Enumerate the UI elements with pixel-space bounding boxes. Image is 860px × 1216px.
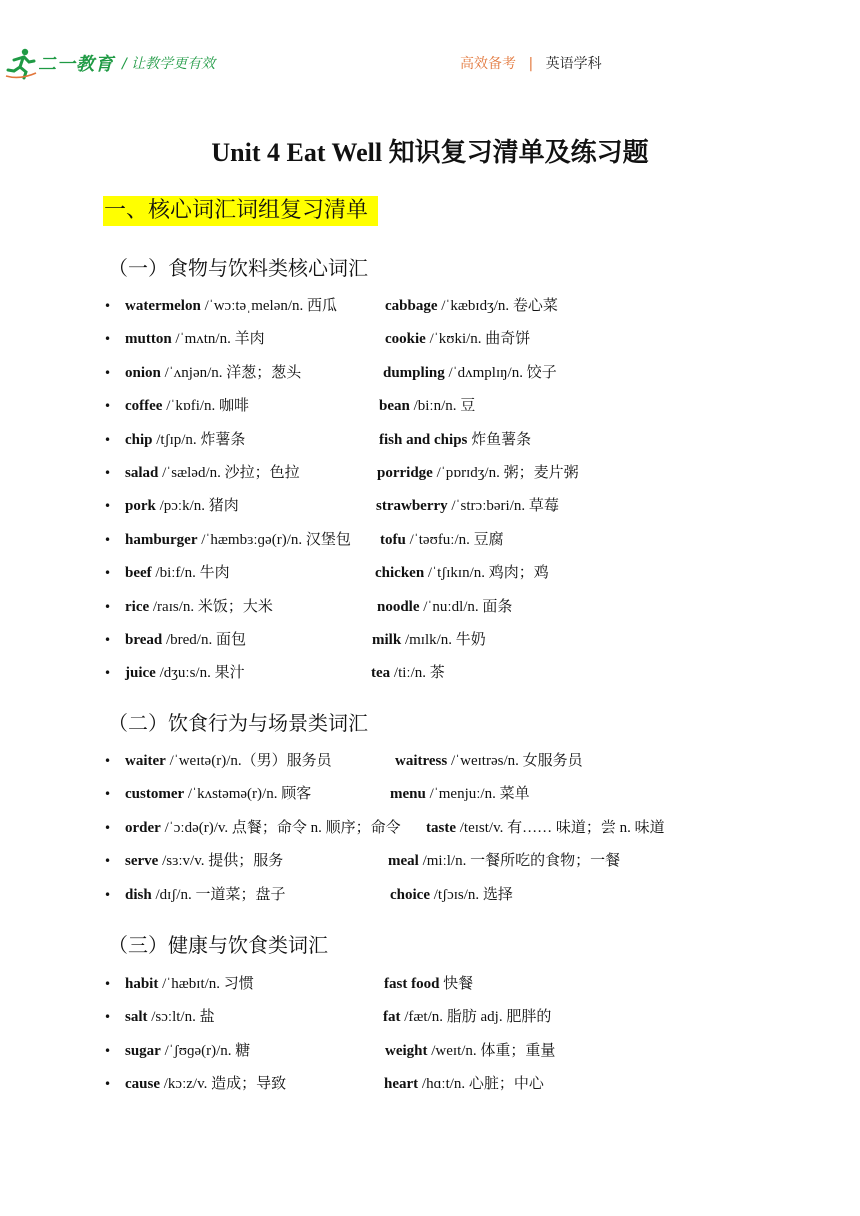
- header-subject: [460, 53, 602, 73]
- vocab-definition: /ˈstrɔːbəri/n. 草莓: [447, 498, 559, 515]
- vocab-word: dish: [125, 886, 152, 903]
- vocab-definition: /miːl/n. 一餐所吃的食物；一餐: [418, 853, 621, 870]
- vocab-definition: /biːf/n. 牛肉: [151, 565, 230, 582]
- vocab-definition: /weɪt/n. 体重；重量: [427, 1042, 556, 1059]
- subsection-heading-behavior: （二）饮食行为与场景类词汇: [108, 711, 368, 735]
- brand-logo: [4, 46, 215, 80]
- page-title: Unit 4 Eat Well 知识复习清单及练习题: [211, 138, 649, 167]
- vocab-word: strawberry: [376, 498, 448, 515]
- vocab-definition: /ˈʌnjən/n. 洋葱；葱头: [160, 364, 302, 381]
- vocab-entry: [125, 1006, 215, 1028]
- header-tag: 高效备考: [460, 56, 516, 72]
- bullet: •: [104, 977, 112, 991]
- vocab-entry: [385, 328, 530, 350]
- vocab-entry: [390, 783, 530, 805]
- vocab-word: salad: [125, 465, 159, 481]
- vocab-entry: [379, 429, 531, 451]
- slogan: / 让教学更有效: [122, 56, 216, 72]
- vocab-definition: /ˈkæbɪdʒ/n. 卷心菜: [437, 298, 558, 314]
- vocab-entry: [125, 817, 401, 839]
- vocab-word: tofu: [380, 531, 406, 548]
- bullet: •: [104, 432, 112, 447]
- bullet: •: [104, 599, 112, 614]
- vocab-entry: [375, 562, 549, 584]
- vocab-entry: [385, 295, 558, 317]
- vocab-entry: [125, 529, 351, 551]
- vocab-word: chip: [125, 431, 153, 448]
- vocab-word: juice: [125, 665, 156, 682]
- vocab-definition: /mɪlk/n. 牛奶: [401, 632, 486, 648]
- vocab-word: waiter: [125, 753, 166, 769]
- bullet: •: [104, 754, 112, 768]
- vocab-definition: /raɪs/n. 米饭；大米: [149, 598, 273, 615]
- vocab-definition: 快餐: [439, 976, 474, 992]
- vocab-entry: [125, 495, 239, 517]
- bullet: •: [104, 299, 112, 313]
- vocab-entry: [376, 495, 559, 517]
- vocab-word: milk: [372, 632, 402, 648]
- vocab-definition: /ˈpɒrɪdʒ/n. 粥；麦片粥: [432, 465, 579, 481]
- vocab-entry: [384, 973, 473, 995]
- vocab-entry: [125, 295, 337, 317]
- vocab-word: weight: [385, 1042, 428, 1059]
- vocab-word: bread: [125, 632, 163, 648]
- vocab-entry: [380, 529, 504, 551]
- vocab-definition: /ˈdʌmplɪŋ/n. 饺子: [444, 364, 557, 381]
- vocab-word: waitress: [395, 753, 448, 769]
- vocab-word: fast food: [384, 976, 440, 992]
- vocab-word: cabbage: [385, 298, 438, 314]
- vocab-definition: /sɔːlt/n. 盐: [147, 1009, 215, 1026]
- vocab-word: taste: [426, 819, 456, 836]
- vocab-entry: [125, 662, 245, 684]
- bullet: •: [104, 332, 112, 347]
- logo-text: 二一教育: [38, 54, 114, 75]
- bullet: •: [104, 499, 112, 514]
- section-heading: 一、核心词汇词组复习清单: [103, 196, 378, 226]
- vocab-word: watermelon: [125, 298, 201, 314]
- vocab-word: hamburger: [125, 531, 198, 548]
- vocab-word: choice: [390, 886, 430, 903]
- vocab-definition: /ˈɔːdə(r)/v. 点餐；命令 n. 顺序；命令: [160, 819, 401, 836]
- vocab-entry: [383, 1006, 551, 1028]
- bullet: •: [104, 399, 112, 414]
- vocab-definition: /ˈsæləd/n. 沙拉；色拉: [158, 465, 300, 481]
- vocab-definition: /ˈtʃɪkɪn/n. 鸡肉；鸡: [424, 565, 549, 582]
- vocab-entry: [384, 1073, 544, 1095]
- vocab-entry: [371, 662, 445, 684]
- vocab-definition: /tʃɪp/n. 炸薯条: [152, 431, 246, 448]
- vocab-word: order: [125, 819, 161, 836]
- vocab-word: menu: [390, 786, 426, 803]
- vocab-definition: /ˈmʌtn/n. 羊肉: [171, 331, 265, 348]
- vocab-definition: /tʃɔɪs/n. 选择: [429, 886, 513, 903]
- vocab-entry: [125, 362, 301, 384]
- vocab-entry: [125, 629, 246, 651]
- vocab-definition: /hɑːt/n. 心脏；中心: [418, 1076, 544, 1093]
- bullet: •: [104, 820, 112, 835]
- vocab-word: beef: [125, 565, 152, 582]
- header-subject-label: 英语学科: [545, 56, 602, 72]
- vocab-entry: [125, 596, 273, 618]
- vocab-word: fish and chips: [379, 431, 468, 448]
- vocab-definition: /teɪst/v. 有…… 味道；尝 n. 味道: [456, 819, 665, 836]
- vocab-word: onion: [125, 364, 161, 381]
- header-separator: |: [528, 56, 534, 72]
- vocab-definition: /ˈʃʊɡə(r)/n. 糖: [160, 1042, 251, 1059]
- vocab-entry: [125, 462, 300, 484]
- page-header: [0, 40, 860, 84]
- vocab-word: noodle: [377, 598, 420, 615]
- bullet: •: [104, 532, 112, 547]
- vocab-entry: [395, 750, 583, 772]
- bullet: •: [104, 365, 112, 380]
- vocab-definition: 炸鱼薯条: [467, 431, 532, 448]
- vocab-entry: [125, 562, 230, 584]
- vocab-word: cause: [125, 1076, 160, 1093]
- vocab-word: fat: [383, 1009, 401, 1026]
- vocab-entry: [377, 596, 512, 618]
- vocab-definition: /sɜːv/v. 提供；服务: [158, 853, 284, 870]
- vocab-word: mutton: [125, 331, 172, 348]
- vocab-entry: [385, 1040, 555, 1062]
- vocab-entry: [125, 1040, 250, 1062]
- vocab-word: meal: [388, 853, 419, 870]
- vocab-definition: /pɔːk/n. 猪肉: [155, 498, 239, 515]
- vocab-word: porridge: [377, 465, 433, 481]
- vocab-word: customer: [125, 786, 185, 803]
- bullet: •: [104, 1010, 112, 1025]
- vocab-word: salt: [125, 1009, 148, 1026]
- vocab-definition: /dʒuːs/n. 果汁: [155, 665, 245, 682]
- subsection-heading-food: （一）食物与饮料类核心词汇: [108, 256, 368, 280]
- vocab-word: tea: [371, 665, 391, 682]
- vocab-definition: /ˈkɒfi/n. 咖啡: [162, 398, 250, 415]
- vocab-word: serve: [125, 853, 159, 870]
- vocab-entry: [377, 462, 579, 484]
- vocab-word: chicken: [375, 565, 425, 582]
- vocab-entry: [383, 362, 557, 384]
- vocab-entry: [125, 395, 249, 417]
- vocab-word: dumpling: [383, 364, 445, 381]
- vocab-word: rice: [125, 598, 150, 615]
- vocab-definition: /ˈweɪtrəs/n. 女服务员: [447, 753, 583, 769]
- vocab-word: sugar: [125, 1042, 161, 1059]
- vocab-word: habit: [125, 976, 159, 992]
- bullet: •: [104, 466, 112, 480]
- bullet: •: [104, 1043, 112, 1058]
- vocab-definition: /fæt/n. 脂肪 adj. 肥胖的: [400, 1009, 552, 1026]
- vocab-entry: [125, 973, 254, 995]
- vocab-entry: [125, 328, 265, 350]
- vocab-definition: /ˈhæbɪt/n. 习惯: [158, 976, 254, 992]
- bullet: •: [104, 1077, 112, 1092]
- vocab-definition: /ˈmenjuː/n. 菜单: [425, 786, 530, 803]
- vocab-entry: [125, 750, 332, 772]
- bullet: •: [104, 633, 112, 647]
- bullet: •: [104, 566, 112, 581]
- vocab-word: bean: [379, 398, 410, 415]
- vocab-entry: [125, 783, 311, 805]
- vocab-definition: /ˈnuːdl/n. 面条: [419, 598, 513, 615]
- bullet: •: [104, 854, 112, 869]
- vocab-definition: /biːn/n. 豆: [409, 398, 476, 415]
- vocab-entry: [125, 884, 285, 906]
- vocab-entry: [379, 395, 475, 417]
- vocab-word: coffee: [125, 398, 163, 415]
- subsection-heading-health: （三）健康与饮食类词汇: [108, 933, 328, 957]
- bullet: •: [104, 887, 112, 902]
- vocab-entry: [125, 429, 245, 451]
- vocab-word: pork: [125, 498, 156, 515]
- runner-logo-icon: [4, 46, 38, 80]
- vocab-definition: /tiː/n. 茶: [390, 665, 445, 682]
- vocab-definition: /ˈkʊki/n. 曲奇饼: [425, 331, 531, 348]
- vocab-definition: /ˈwɔːtəˌmelən/n. 西瓜: [200, 298, 338, 314]
- vocab-word: heart: [384, 1076, 419, 1093]
- vocab-entry: [125, 850, 283, 872]
- vocab-entry: [388, 850, 620, 872]
- vocab-entry: [372, 629, 486, 651]
- vocab-definition: /bred/n. 面包: [162, 632, 246, 648]
- vocab-definition: /ˈweɪtə(r)/n.（男）服务员: [165, 753, 332, 769]
- vocab-definition: /kɔːz/v. 造成；导致: [160, 1076, 287, 1093]
- vocab-entry: [390, 884, 513, 906]
- vocab-definition: /dɪʃ/n. 一道菜；盘子: [151, 886, 286, 903]
- bullet: •: [104, 787, 112, 802]
- vocab-entry: [125, 1073, 286, 1095]
- vocab-entry: [426, 817, 665, 839]
- vocab-definition: /ˈtəʊfuː/n. 豆腐: [405, 531, 504, 548]
- vocab-definition: /ˈkʌstəmə(r)/n. 顾客: [184, 786, 312, 803]
- vocab-word: cookie: [385, 331, 426, 348]
- vocab-definition: /ˈhæmbɜːɡə(r)/n. 汉堡包: [197, 531, 351, 548]
- bullet: •: [104, 666, 112, 681]
